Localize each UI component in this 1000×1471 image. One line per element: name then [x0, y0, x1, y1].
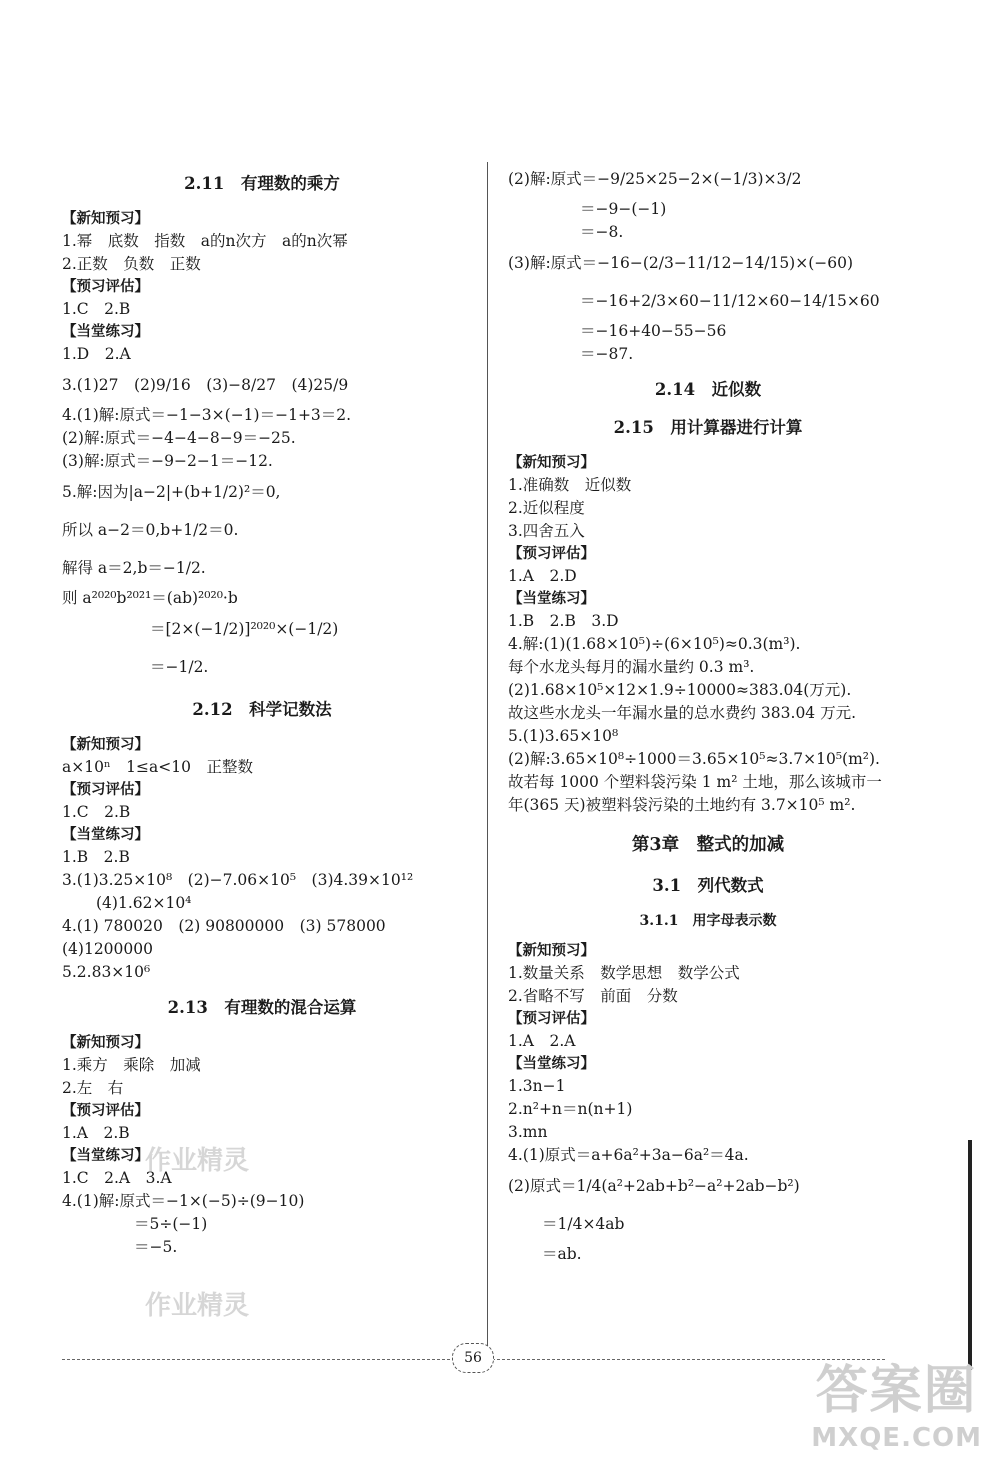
- answer-line: (2)解:3.65×10⁸÷1000＝3.65×10⁵≈3.7×10⁵(m²).: [508, 750, 880, 768]
- answer-line: a×10ⁿ 1≤a<10 正整数: [62, 758, 253, 776]
- right-column: [508, 160, 908, 1266]
- answer-line: 5.解:因为|a−2|+(b+1/2)²＝0,: [62, 483, 281, 501]
- answer-line: 1.数量关系 数学思想 数学公式: [508, 964, 740, 982]
- answer-line: ＝−16+40−55−56: [580, 322, 727, 340]
- section-title-2-12: 2.12 科学记数法: [192, 700, 332, 719]
- answer-line: 5.2.83×10⁶: [62, 963, 151, 981]
- answer-line: 3.mn: [508, 1123, 548, 1141]
- answer-line: (3)解:原式＝−16−(2/3−11/12−14/15)×(−60): [508, 254, 854, 272]
- faint-watermark: 作业精灵: [145, 1146, 250, 1176]
- left-column: [62, 160, 462, 1259]
- answer-line: 2.近似程度: [508, 499, 585, 517]
- answer-line: ＝−5.: [134, 1238, 178, 1256]
- answer-line: 1.A 2.D: [508, 567, 577, 585]
- answer-line: (2)解:原式＝−9/25×25−2×(−1/3)×3/2: [508, 170, 802, 188]
- answer-line: ＝[2×(−1/2)]²⁰²⁰×(−1/2): [150, 620, 339, 638]
- column-divider: [487, 162, 488, 1347]
- answer-line: ＝−87.: [580, 345, 634, 363]
- answer-line: 1.B 2.B: [62, 848, 130, 866]
- answer-line: 4.解:(1)(1.68×10⁵)÷(6×10⁵)≈0.3(m³).: [508, 635, 801, 653]
- subsection-title-3-1-1: 3.1.1 用字母表示数: [639, 913, 777, 929]
- answer-line: 3.(1)27 (2)9/16 (3)−8/27 (4)25/9: [62, 376, 349, 394]
- answer-line: 1.3n−1: [508, 1077, 566, 1095]
- section-title-2-13: 2.13 有理数的混合运算: [167, 998, 357, 1017]
- chapter-title: 第3章 整式的加减: [631, 835, 785, 855]
- answer-line: 每个水龙头每月的漏水量约 0.3 m³.: [508, 658, 755, 676]
- answer-line: 1.C 2.B: [62, 803, 131, 821]
- watermark-logo-text: 答案圈: [815, 1361, 978, 1421]
- answer-line: 4.(1)解:原式＝−1×(−5)÷(9−10): [62, 1192, 305, 1210]
- answer-line: ＝1/4×4ab: [542, 1215, 625, 1233]
- answer-line: 2.左 右: [62, 1079, 124, 1097]
- answer-line: ＝−8.: [580, 223, 624, 241]
- header-preview-eval: 【预习评估】: [62, 781, 149, 798]
- watermark-url: MXQE.COM: [811, 1423, 982, 1453]
- header-preview-eval: 【预习评估】: [62, 1102, 149, 1119]
- header-class-practice: 【当堂练习】: [62, 826, 149, 843]
- answer-line: 4.(1)原式＝a+6a²+3a−6a²＝4a.: [508, 1146, 749, 1164]
- answer-line: 1.A 2.A: [508, 1032, 576, 1050]
- answer-line: (3)解:原式＝−9−2−1＝−12.: [62, 452, 273, 470]
- margin-bar: [968, 1140, 972, 1370]
- header-new-preview: 【新知预习】: [508, 454, 595, 471]
- answer-line: 1.D 2.A: [62, 345, 131, 363]
- answer-line: 1.C 2.B: [62, 300, 131, 318]
- answer-line: 解得 a＝2,b＝−1/2.: [62, 559, 206, 577]
- answer-line: 4.(1) 780020 (2) 90800000 (3) 578000: [62, 917, 386, 935]
- answer-line: 1.幂 底数 指数 a的n次方 a的n次幂: [62, 232, 348, 250]
- answer-line: ＝5÷(−1): [134, 1215, 208, 1233]
- answer-line: 5.(1)3.65×10⁸: [508, 727, 619, 745]
- answer-line: (2)解:原式＝−4−4−8−9＝−25.: [62, 429, 296, 447]
- header-new-preview: 【新知预习】: [62, 210, 149, 227]
- answer-line: 1.乘方 乘除 加减: [62, 1056, 201, 1074]
- page-number: 56: [452, 1343, 494, 1373]
- answer-line: (4)1200000: [62, 940, 153, 958]
- header-new-preview: 【新知预习】: [508, 942, 595, 959]
- answer-line: 所以 a−2＝0,b+1/2＝0.: [62, 521, 239, 539]
- answer-line: 则 a²⁰²⁰b²⁰²¹＝(ab)²⁰²⁰·b: [62, 589, 238, 607]
- site-watermark: [811, 1348, 982, 1453]
- header-new-preview: 【新知预习】: [62, 1034, 149, 1051]
- answer-line: 2.n²+n＝n(n+1): [508, 1100, 633, 1118]
- answer-line: 故若每 1000 个塑料袋污染 1 m² 土地，那么该城市一: [508, 773, 882, 791]
- section-title-3-1: 3.1 列代数式: [652, 876, 764, 895]
- header-class-practice: 【当堂练习】: [62, 1147, 149, 1164]
- header-class-practice: 【当堂练习】: [508, 1055, 595, 1072]
- header-class-practice: 【当堂练习】: [62, 323, 149, 340]
- answer-line: 2.正数 负数 正数: [62, 255, 201, 273]
- answer-line: ＝ab.: [542, 1245, 582, 1263]
- section-title-2-14: 2.14 近似数: [654, 380, 762, 399]
- header-preview-eval: 【预习评估】: [508, 1010, 595, 1027]
- header-class-practice: 【当堂练习】: [508, 590, 595, 607]
- section-title-2-15: 2.15 用计算器进行计算: [613, 418, 803, 437]
- answer-line: 年(365 天)被塑料袋污染的土地约有 3.7×10⁵ m².: [508, 796, 856, 814]
- header-preview-eval: 【预习评估】: [508, 545, 595, 562]
- answer-line: 2.省略不写 前面 分数: [508, 987, 678, 1005]
- section-title-2-11: 2.11 有理数的乘方: [184, 174, 340, 193]
- answer-line: ＝−16+2/3×60−11/12×60−14/15×60: [580, 292, 880, 310]
- answer-line: 1.准确数 近似数: [508, 476, 632, 494]
- answer-line: 4.(1)解:原式＝−1−3×(−1)＝−1+3＝2.: [62, 406, 352, 424]
- answer-line: (2)1.68×10⁵×12×1.9÷10000≈383.04(万元).: [508, 681, 852, 699]
- answer-line: 1.C 2.A 3.A: [62, 1169, 172, 1187]
- header-new-preview: 【新知预习】: [62, 736, 149, 753]
- answer-line: (2)原式＝1/4(a²+2ab+b²−a²+2ab−b²): [508, 1177, 800, 1195]
- answer-line: 1.A 2.B: [62, 1124, 130, 1142]
- answer-line: 故这些水龙头一年漏水量的总水费约 383.04 万元.: [508, 704, 857, 722]
- answer-line: 1.B 2.B 3.D: [508, 612, 619, 630]
- answer-line: (4)1.62×10⁴: [96, 894, 192, 912]
- faint-watermark: 作业精灵: [145, 1291, 250, 1321]
- answer-line: ＝−9−(−1): [580, 200, 667, 218]
- answer-line: 3.(1)3.25×10⁸ (2)−7.06×10⁵ (3)4.39×10¹²: [62, 871, 414, 889]
- header-preview-eval: 【预习评估】: [62, 278, 149, 295]
- answer-line: ＝−1/2.: [150, 658, 209, 676]
- answer-line: 3.四舍五入: [508, 522, 585, 540]
